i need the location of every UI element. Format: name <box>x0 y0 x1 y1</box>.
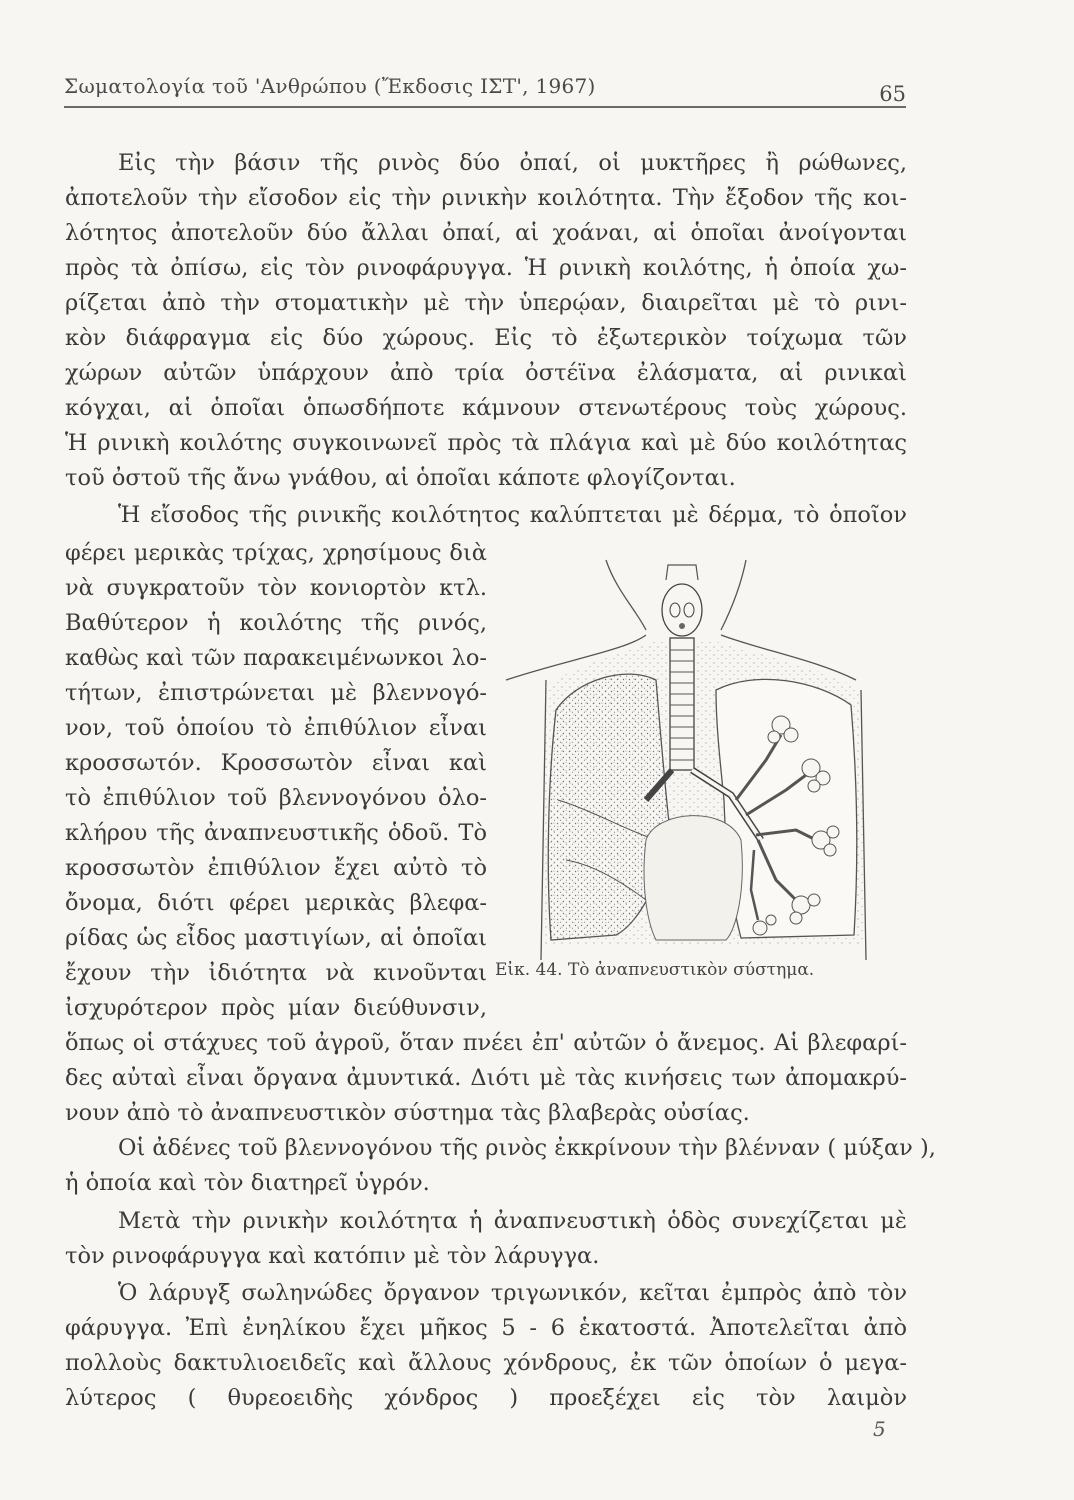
text-line: ρίζεται ἀπὸ τὴν στοματικὴν μὲ τὴν ὑπερῴαν, διαιρεῖται μὲ τὸ ρινι- <box>65 290 907 316</box>
running-header <box>64 70 906 108</box>
text-line: λότητος ἀποτελοῦν δύο ἄλλαι ὀπαί, αἱ χοάναι, αἱ ὁποῖαι ἀνοίγονται <box>65 220 907 246</box>
text-line: ρίδας ὡς εἶδος μαστιγίων, αἱ ὁποῖαι <box>65 925 487 951</box>
text-line: κροσσωτὸν ἐπιθύλιον ἔχει αὐτὸ τὸ <box>65 855 487 881</box>
text-line: κροσσωτόν. Κροσσωτὸν εἶναι καὶ <box>65 750 487 776</box>
text-line: νουν ἀπὸ τὸ ἀναπνευστικὸν σύστημα τὰς βλαβερὰς οὐσίας. <box>65 1100 750 1126</box>
text-line: κλήρου τῆς ἀναπνευστικῆς ὁδοῦ. Τὸ <box>65 820 487 846</box>
text-line: τὸν ρινοφάρυγγα καὶ κατόπιν μὲ τὸν λάρυγγα. <box>65 1243 600 1269</box>
text-line: πρὸς τὰ ὀπίσω, εἰς τὸν ρινοφάρυγγα. Ἡ ρινικὴ κοιλότης, ἡ ὁποία χω- <box>65 255 907 281</box>
text-line: Εἰς τὴν βάσιν τῆς ρινὸς δύο ὀπαί, οἱ μυκτῆρες ἢ ρώθωνες, <box>118 150 907 176</box>
page-number: 65 <box>879 82 906 106</box>
text-line: λύτερος ( θυρεοειδὴς χόνδρος ) προεξέχει εἰς τὸν λαιμὸν <box>65 1385 907 1411</box>
text-line: κὸν διάφραγμα εἰς δύο χώρους. Εἰς τὸ ἐξωτερικὸν τοίχωμα τῶν <box>65 325 907 351</box>
text-line: ὄνομα, διότι φέρει μερικὰς βλεφα- <box>65 890 487 916</box>
text-line: Ἡ ρινικὴ κοιλότης συγκοινωνεῖ πρὸς τὰ πλάγια καὶ μὲ δύο κοιλότητας <box>65 430 907 456</box>
text-line: Ὁ λάρυγξ σωληνώδες ὄργανον τριγωνικόν, κεῖται ἐμπρὸς ἀπὸ τὸν <box>118 1280 907 1306</box>
running-title: Σωματολογία τοῦ 'Ανθρώπου (Ἔκδοσις ΙΣΤ', 1967) <box>64 74 596 98</box>
text-line: τοῦ ὀστοῦ τῆς ἄνω γνάθου, αἱ ὁποῖαι κάποτε φλογίζονται. <box>65 465 736 491</box>
text-line: φέρει μερικὰς τρίχας, χρησίμους διὰ <box>65 540 487 566</box>
respiratory-illustration <box>496 540 904 972</box>
text-line: χώρων αὐτῶν ὑπάρχουν ἀπὸ τρία ὀστέϊνα ἐλάσματα, αἱ ρινικαὶ <box>65 360 907 386</box>
text-line: τήτων, ἐπιστρώνεται μὲ βλεννογό- <box>65 680 487 706</box>
text-line: κόγχαι, αἱ ὁποῖαι ὁπωσδήποτε κάμνουν στενωτέρους τοὺς χώρους. <box>65 395 907 421</box>
respiratory-system-figure <box>496 540 904 972</box>
text-line: τὸ ἐπιθύλιον τοῦ βλεννογόνου ὁλο- <box>65 785 487 811</box>
text-line: ἡ ὁποία καὶ τὸν διατηρεῖ ὑγρόν. <box>65 1170 430 1196</box>
text-line: Μετὰ τὴν ρινικὴν κοιλότητα ἡ ἀναπνευστικὴ ὁδὸς συνεχίζεται μὲ <box>118 1208 907 1234</box>
text-line: φάρυγγα. Ἐπὶ ἐνηλίκου ἔχει μῆκος 5 - 6 ἑκατοστά. Ἀποτελεῖται ἀπὸ <box>65 1315 907 1341</box>
text-line: νὰ συγκρατοῦν τὸν κονιορτὸν κτλ. <box>65 575 487 601</box>
text-line: ἀποτελοῦν τὴν εἴσοδον εἰς τὴν ρινικὴν κοιλότητα. Τὴν ἔξοδον τῆς κοι- <box>65 185 907 211</box>
text-line: Οἱ ἀδένες τοῦ βλεννογόνου τῆς ρινὸς ἐκκρίνουν τὴν βλένναν ( μύξαν ), <box>118 1135 936 1161</box>
text-line: Βαθύτερον ἡ κοιλότης τῆς ρινός, <box>65 610 487 636</box>
text-line: καθὼς καὶ τῶν παρακειμένωνκοι λο- <box>65 645 487 671</box>
text-line: πολλοὺς δακτυλιοειδεῖς καὶ ἄλλους χόνδρους, ἐκ τῶν ὁποίων ὁ μεγα- <box>65 1350 907 1376</box>
figure-caption: Εἰκ. 44. Τὸ ἀναπνευστικὸν σύστημα. <box>495 960 815 980</box>
text-line: Ἡ εἴσοδος τῆς ρινικῆς κοιλότητος καλύπτεται μὲ δέρμα, τὸ ὁποῖον <box>118 502 907 528</box>
text-line: δες αὐταὶ εἶναι ὄργανα ἀμυντικά. Διότι μὲ τὰς κινήσεις των ἀπομακρύ- <box>65 1065 907 1091</box>
text-line: ἰσχυρότερον πρὸς μίαν διεύθυνσιν, <box>65 995 487 1021</box>
text-line: ὅπως οἱ στάχυες τοῦ ἀγροῦ, ὅταν πνέει ἐπ' αὐτῶν ὁ ἄνεμος. Αἱ βλεφαρί- <box>65 1030 907 1056</box>
text-line: ἔχουν τὴν ἰδιότητα νὰ κινοῦνται <box>65 960 487 986</box>
signature-mark: 5 <box>873 1417 886 1441</box>
text-line: νον, τοῦ ὁποίου τὸ ἐπιθύλιον εἶναι <box>65 715 487 741</box>
